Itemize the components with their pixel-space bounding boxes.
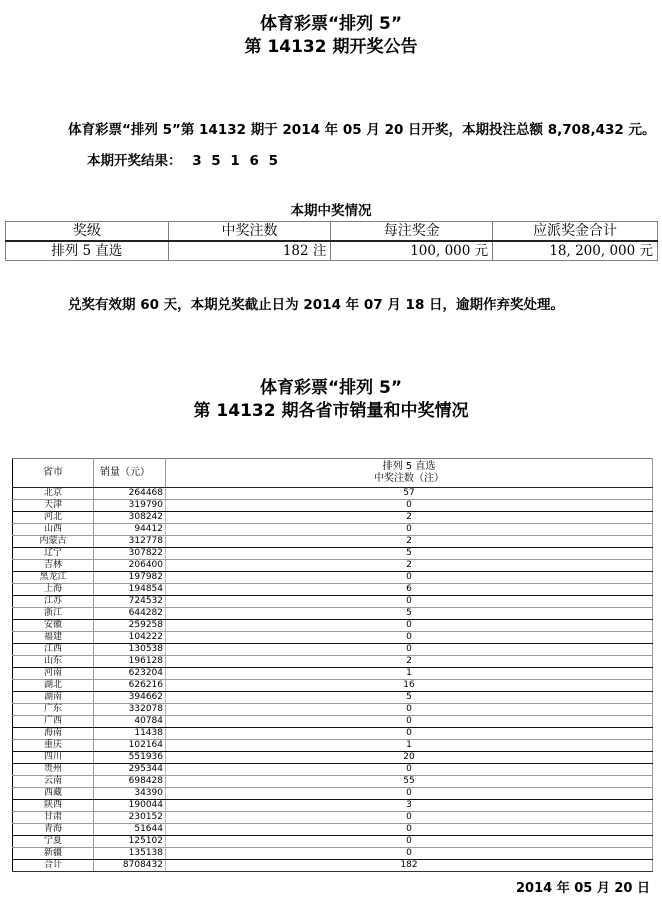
province-row	[13, 584, 653, 596]
province-name: 青海	[13, 824, 94, 836]
province-sales: 312778	[94, 536, 166, 548]
province-name: 辽宁	[13, 548, 94, 560]
province-row	[13, 704, 653, 716]
province-wins: 0	[166, 596, 653, 608]
province-sales: 196128	[94, 656, 166, 668]
province-sales: 51644	[94, 824, 166, 836]
province-sales: 698428	[94, 776, 166, 788]
province-row	[13, 680, 653, 692]
province-row	[13, 656, 653, 668]
province-sales: 259258	[94, 620, 166, 632]
province-name: 内蒙古	[13, 536, 94, 548]
summary-caption: 本期中奖情况	[290, 203, 372, 219]
province-name: 宁夏	[13, 836, 94, 848]
validity-notice: 兑奖有效期 60 天，本期兑奖截止日为 2014 年 07 月 18 日，逾期作弃奖处理。	[68, 297, 565, 313]
province-sales: 125102	[94, 836, 166, 848]
province-row	[13, 632, 653, 644]
draw-announcement: 体育彩票“排列 5”第 14132 期于 2014 年 05 月 20 日开奖，本期投注总额 8,708,432 元。	[68, 122, 656, 138]
province-name: 广西	[13, 716, 94, 728]
province-wins: 0	[166, 824, 653, 836]
province-name: 河南	[13, 668, 94, 680]
province-sales: 644282	[94, 608, 166, 620]
province-wins: 5	[166, 548, 653, 560]
province-sales: 307822	[94, 548, 166, 560]
province-name: 吉林	[13, 560, 94, 572]
province-row	[13, 620, 653, 632]
province-sales: 94412	[94, 524, 166, 536]
province-wins: 0	[166, 572, 653, 584]
province-row	[13, 812, 653, 824]
province-sales: 190044	[94, 800, 166, 812]
province-wins: 0	[166, 704, 653, 716]
province-name: 广东	[13, 704, 94, 716]
province-name: 西藏	[13, 788, 94, 800]
province-row	[13, 668, 653, 680]
province-name: 重庆	[13, 740, 94, 752]
header-sales: 销量（元）	[94, 459, 166, 488]
province-wins: 57	[166, 488, 653, 500]
province-wins: 0	[166, 728, 653, 740]
province-name: 北京	[13, 488, 94, 500]
province-row	[13, 524, 653, 536]
province-row	[13, 572, 653, 584]
province-wins: 0	[166, 644, 653, 656]
province-row	[13, 776, 653, 788]
province-name: 四川	[13, 752, 94, 764]
province-wins: 0	[166, 620, 653, 632]
province-row	[13, 860, 653, 872]
winner-count: 182 注	[168, 241, 331, 261]
province-name: 湖南	[13, 692, 94, 704]
header-winner-count: 中奖注数	[168, 222, 331, 242]
header-wins	[166, 459, 653, 488]
province-sales: 308242	[94, 512, 166, 524]
province-row	[13, 764, 653, 776]
province-row	[13, 560, 653, 572]
province-row	[13, 536, 653, 548]
province-wins: 0	[166, 632, 653, 644]
province-row	[13, 692, 653, 704]
province-name: 陕西	[13, 800, 94, 812]
summary-row	[6, 241, 658, 261]
header-prize-each: 每注奖金	[331, 222, 493, 242]
province-row	[13, 752, 653, 764]
province-sales: 394662	[94, 692, 166, 704]
province-name: 福建	[13, 632, 94, 644]
province-sales: 130538	[94, 644, 166, 656]
province-wins: 2	[166, 656, 653, 668]
prize-each: 100, 000 元	[331, 241, 493, 261]
province-row	[13, 488, 653, 500]
province-wins: 0	[166, 788, 653, 800]
province-row	[13, 644, 653, 656]
province-sales: 626216	[94, 680, 166, 692]
section-subtitle: 第 14132 期各省市销量和中奖情况	[193, 401, 469, 421]
prize-level: 排列 5 直选	[6, 241, 169, 261]
province-sales: 623204	[94, 668, 166, 680]
province-wins: 6	[166, 584, 653, 596]
province-wins: 0	[166, 500, 653, 512]
province-wins: 0	[166, 716, 653, 728]
province-row	[13, 500, 653, 512]
page-subtitle: 第 14132 期开奖公告	[244, 37, 418, 57]
province-wins: 3	[166, 800, 653, 812]
prize-summary-table	[5, 221, 658, 261]
province-row	[13, 848, 653, 860]
header-wins-line1: 排列 5 直选	[382, 461, 436, 472]
province-wins: 16	[166, 680, 653, 692]
province-sales: 206400	[94, 560, 166, 572]
province-wins: 0	[166, 848, 653, 860]
province-row	[13, 836, 653, 848]
province-wins: 1	[166, 668, 653, 680]
province-sales: 319790	[94, 500, 166, 512]
province-wins: 20	[166, 752, 653, 764]
province-wins: 0	[166, 524, 653, 536]
province-name: 云南	[13, 776, 94, 788]
province-sales: 332078	[94, 704, 166, 716]
province-sales: 104222	[94, 632, 166, 644]
province-row	[13, 716, 653, 728]
summary-header-row	[6, 222, 658, 242]
province-row	[13, 548, 653, 560]
province-wins: 5	[166, 608, 653, 620]
header-wins-line2: 中奖注数（注）	[374, 473, 444, 484]
province-wins: 0	[166, 836, 653, 848]
province-name: 新疆	[13, 848, 94, 860]
province-sales: 295344	[94, 764, 166, 776]
province-name: 湖北	[13, 680, 94, 692]
draw-result-label: 本期开奖结果：	[87, 153, 182, 169]
province-name: 贵州	[13, 764, 94, 776]
province-wins: 5	[166, 692, 653, 704]
province-wins: 2	[166, 560, 653, 572]
province-sales: 40784	[94, 716, 166, 728]
province-sales: 230152	[94, 812, 166, 824]
province-name: 河北	[13, 512, 94, 524]
province-name: 安徽	[13, 620, 94, 632]
province-row	[13, 596, 653, 608]
province-name: 合计	[13, 860, 94, 872]
draw-result	[87, 152, 279, 170]
province-sales: 264468	[94, 488, 166, 500]
province-header-row	[13, 459, 653, 488]
province-name: 浙江	[13, 608, 94, 620]
header-prize-total: 应派奖金合计	[493, 222, 658, 242]
province-name: 海南	[13, 728, 94, 740]
province-row	[13, 512, 653, 524]
province-wins: 0	[166, 812, 653, 824]
province-wins: 0	[166, 764, 653, 776]
province-name: 山西	[13, 524, 94, 536]
footer-date: 2014 年 05 月 20 日	[516, 881, 650, 896]
province-name: 江西	[13, 644, 94, 656]
province-name: 甘肃	[13, 812, 94, 824]
province-row	[13, 800, 653, 812]
province-wins: 2	[166, 536, 653, 548]
prize-total: 18, 200, 000 元	[493, 241, 658, 261]
province-row	[13, 728, 653, 740]
province-sales: 11438	[94, 728, 166, 740]
province-sales-table	[12, 458, 653, 872]
province-wins: 1	[166, 740, 653, 752]
province-name: 山东	[13, 656, 94, 668]
province-row	[13, 788, 653, 800]
province-wins: 182	[166, 860, 653, 872]
province-wins: 2	[166, 512, 653, 524]
province-sales: 194854	[94, 584, 166, 596]
province-name: 江苏	[13, 596, 94, 608]
header-prize-level: 奖级	[6, 222, 169, 242]
province-sales: 551936	[94, 752, 166, 764]
province-name: 上海	[13, 584, 94, 596]
province-sales: 102164	[94, 740, 166, 752]
province-sales: 724532	[94, 596, 166, 608]
province-name: 黑龙江	[13, 572, 94, 584]
province-wins: 55	[166, 776, 653, 788]
page-title: 体育彩票“排列 5”	[259, 14, 403, 34]
province-sales: 8708432	[94, 860, 166, 872]
draw-result-numbers: 3 5 1 6 5	[192, 153, 279, 169]
section-title: 体育彩票“排列 5”	[259, 378, 403, 398]
province-row	[13, 824, 653, 836]
province-rows	[13, 488, 653, 872]
province-sales: 135138	[94, 848, 166, 860]
province-sales: 197982	[94, 572, 166, 584]
header-province: 省市	[13, 459, 94, 488]
province-row	[13, 608, 653, 620]
province-name: 天津	[13, 500, 94, 512]
province-sales: 34390	[94, 788, 166, 800]
province-row	[13, 740, 653, 752]
